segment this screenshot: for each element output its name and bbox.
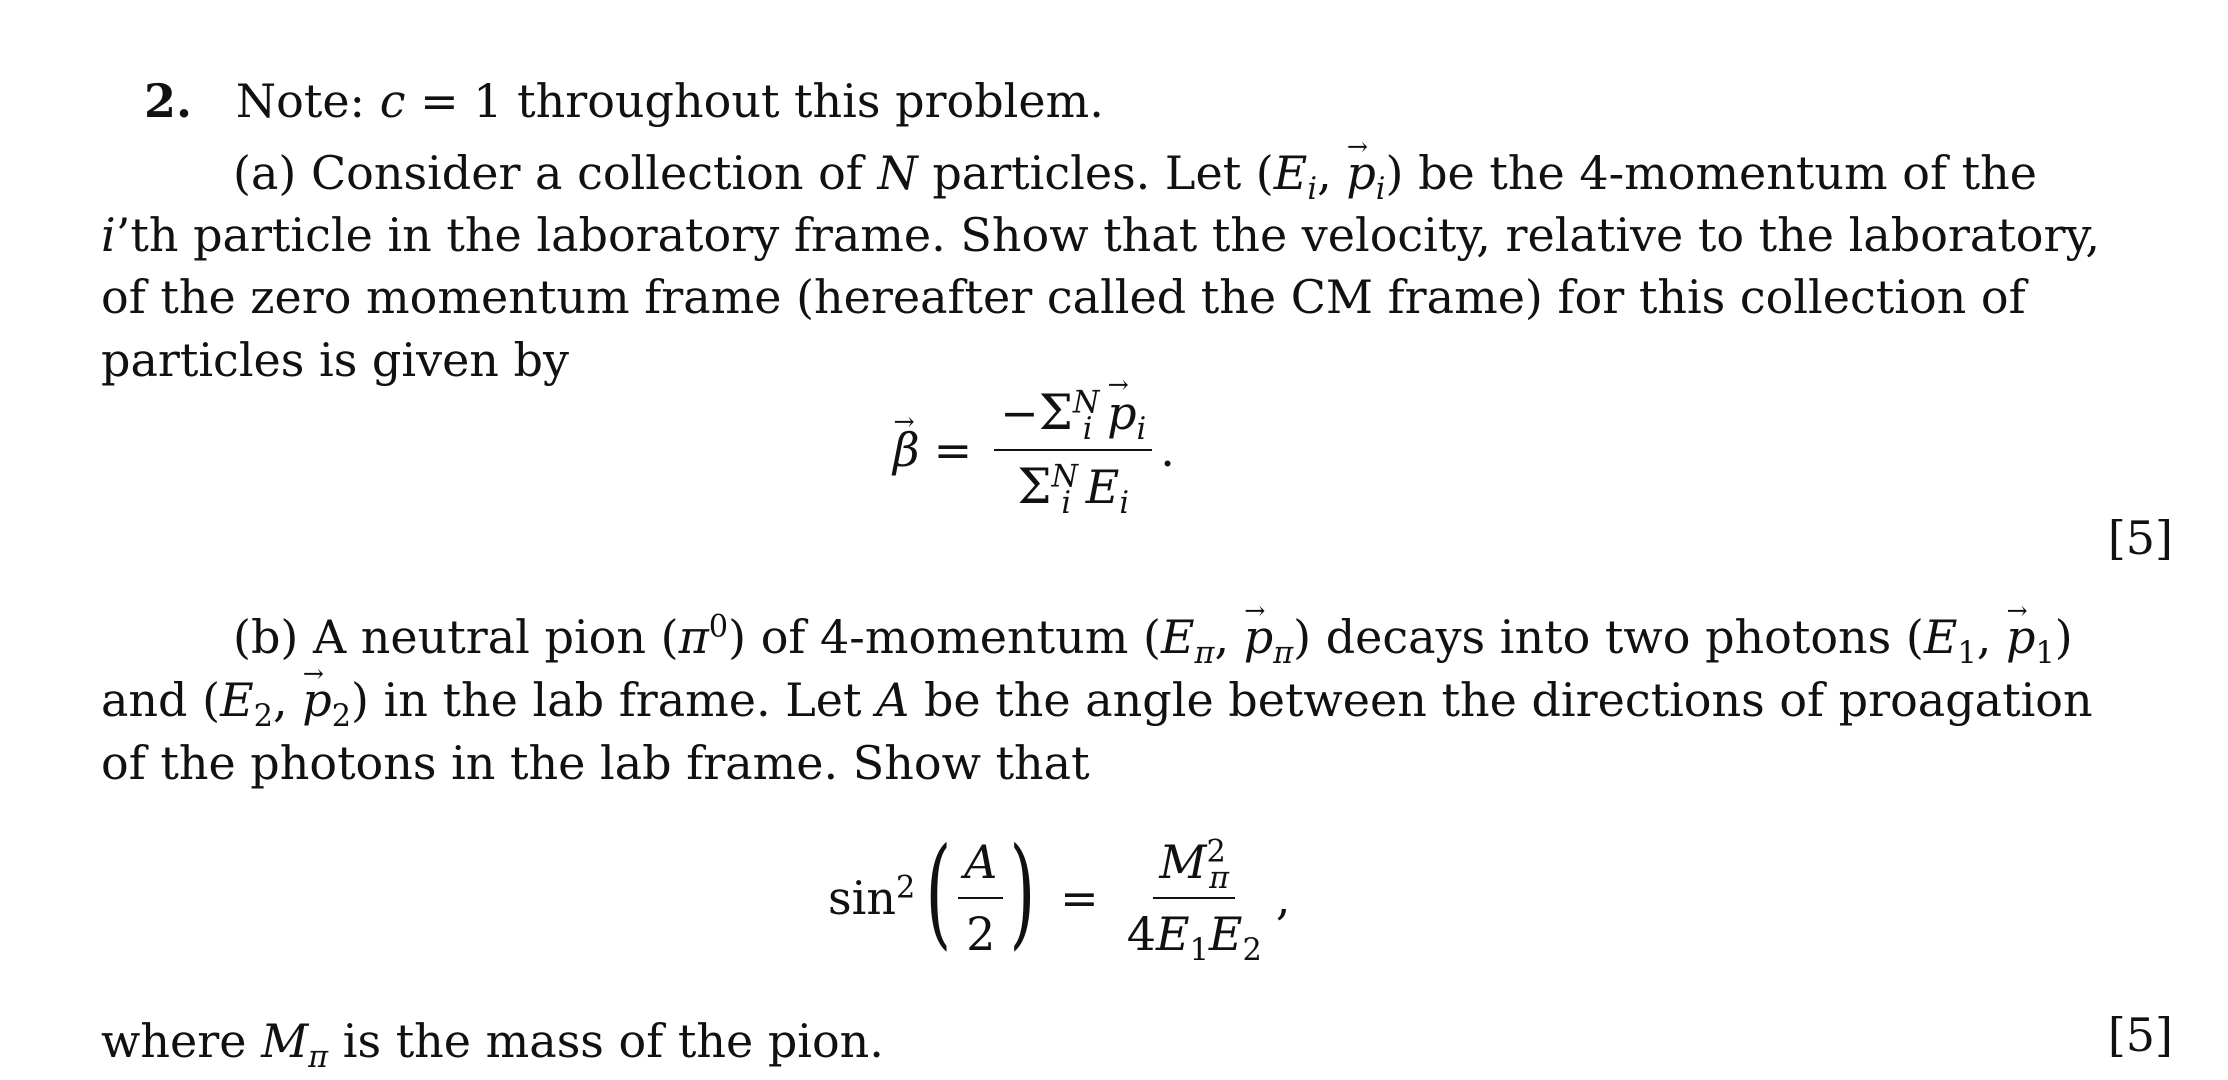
part-a-line-1: (a) Consider a collection of N particles. Let ($E_i$, → $p_i$) be the 4-momentum of the <box>233 150 2009 196</box>
equation-sin: $\sin^2$ ( $\frac{A}{2}$ ) = $\frac{M^2_\pi}{4E_1E_2}$ , <box>828 823 1291 969</box>
mass-fraction <box>1121 834 1268 969</box>
part-b-marks: [5] <box>2107 1008 2173 1062</box>
sin-squared: $\sin^2$ <box>828 870 916 925</box>
problem-number: 2. <box>144 74 193 128</box>
part-a-marks: [5] <box>2107 511 2173 565</box>
beta-denominator: $\Sigma^N_i$ $E_i$ <box>1017 459 1130 522</box>
angle-fraction: $\frac{A}{2}$ <box>958 835 1003 961</box>
beta-symbol: → β <box>893 423 920 477</box>
problem-note: Note: c = 1 throughout this problem. <box>235 74 1104 128</box>
beta-fraction <box>994 385 1152 522</box>
problem-header <box>144 74 1104 128</box>
part-b-line-2: and ($E_2$, → $p_2$) in the lab frame. Let A be the angle between the directions of proagation <box>101 677 2009 723</box>
equation-beta: → β = $\frac{-\Sigma^N_i \to p_i}{\Sigma^N_i E_i}$ . <box>893 385 1175 515</box>
part-a-line-2: i’th particle in the laboratory frame. Show that the velocity, relative to the laboratory, <box>101 208 2100 262</box>
beta-numerator: $-\Sigma^N_i \to p_i$ <box>994 385 1152 451</box>
mass-numerator: $M^2_\pi$ <box>1153 835 1235 899</box>
part-b-line-3: of the photons in the lab frame. Show that <box>101 736 1090 790</box>
part-a-line-3: of the zero momentum frame (hereafter called the CM frame) for this collection of <box>101 270 2026 324</box>
part-b-line-4: where $M_\pi$ is the mass of the pion. <box>101 1014 884 1076</box>
part-b-line-1: (b) A neutral pion $(\pi^0)$ of 4-momentum ($E_\pi$, → $p_\pi$) decays into two photons ($E_1$, → $p_1$) <box>233 614 2009 660</box>
part-a-line-4: particles is given by <box>101 333 569 387</box>
mass-denominator: $4E_1E_2$ <box>1126 907 1262 969</box>
